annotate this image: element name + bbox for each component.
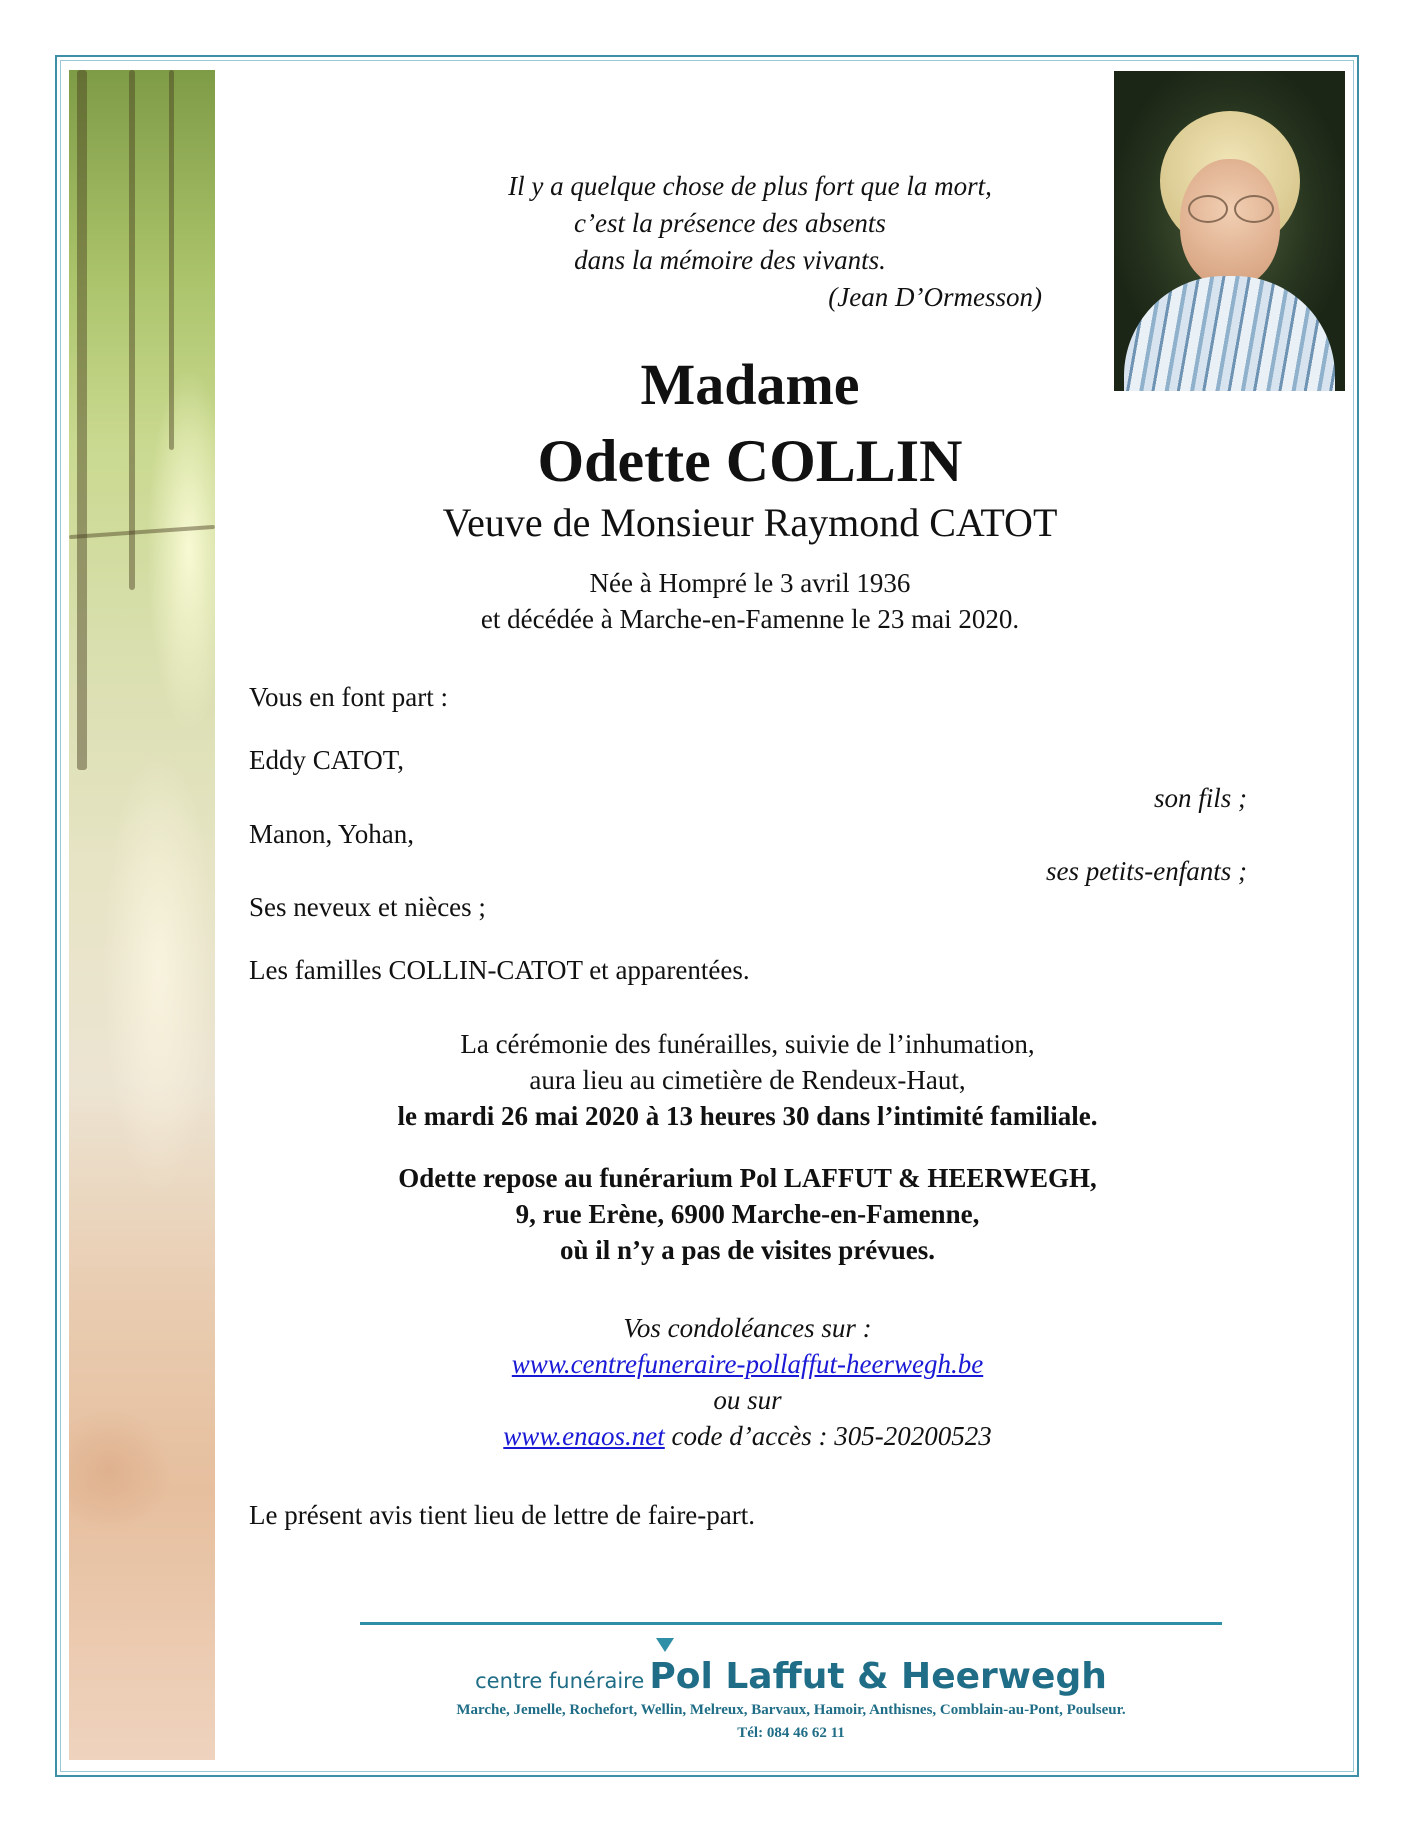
family-member: Eddy CATOT, [249,745,404,775]
condolences-block [250,1310,1245,1454]
brand-name: Pol Laffut & Heerwegh [649,1656,1107,1697]
ceremony-line: aura lieu au cimetière de Rendeux-Haut, [529,1065,966,1095]
footer-rule [360,1622,1222,1625]
epigraph-quote [400,168,1060,316]
condolences-or: ou sur [713,1385,782,1415]
family-member: Manon, Yohan, [249,819,415,849]
access-code: code d’accès : 305-20200523 [664,1421,992,1451]
brand-prefix: centre funéraire [475,1669,645,1693]
enaos-link[interactable]: www.enaos.net [503,1421,665,1451]
quote-author: (Jean D’Ormesson) [828,282,1042,312]
quote-line: Il y a quelque chose de plus fort que la mort, [508,171,992,201]
quote-line: dans la mémoire des vivants. [574,245,886,275]
branch-locations: Marche, Jemelle, Rochefort, Wellin, Melreux, Barvaux, Hamoir, Anthisnes, Comblain-au-Pont, Poulseur. [456,1702,1126,1718]
spouse-line: Veuve de Monsieur Raymond CATOT [442,500,1058,545]
honorific: Madame [640,352,860,417]
family-relation: son fils ; [1153,783,1247,813]
family-member: Ses neveux et nièces ; [249,892,486,922]
death-line: et décédée à Marche-en-Famenne le 23 mai 2020. [480,604,1020,634]
repose-line: Odette repose au funérarium Pol LAFFUT & HEERWEGH, [398,1163,1097,1193]
ceremony-block [250,1026,1245,1134]
family-intro: Vous en font part : [249,682,448,712]
footer-logo-mark [656,1638,674,1652]
repose-address: 9, rue Erène, 6900 Marche-en-Famenne, [515,1199,980,1229]
family-member: Les familles COLLIN-CATOT et apparentées. [249,955,750,985]
birth-line: Née à Hompré le 3 avril 1936 [589,568,911,598]
forest-path-image [69,70,215,1760]
repose-block [250,1160,1245,1268]
ceremony-line: La cérémonie des funérailles, suivie de l’inhumation, [460,1029,1035,1059]
deceased-portrait [1114,71,1345,391]
ceremony-datetime: le mardi 26 mai 2020 à 13 heures 30 dans l’intimité familiale. [397,1101,1098,1131]
funeral-home-logo [360,1656,1222,1697]
phone-number: Tél: 084 46 62 11 [737,1725,845,1741]
life-dates [320,565,1180,637]
family-relation: ses petits-enfants ; [1046,856,1247,886]
funeral-home-link[interactable]: www.centrefuneraire-pollaffut-heerwegh.be [511,1349,984,1379]
deceased-name: Odette COLLIN [537,428,963,494]
quote-line: c’est la présence des absents [574,208,886,238]
condolences-intro: Vos condoléances sur : [623,1313,872,1343]
repose-visits: où il n’y a pas de visites prévues. [559,1235,936,1265]
notice-text: Le présent avis tient lieu de lettre de faire-part. [249,1500,756,1530]
